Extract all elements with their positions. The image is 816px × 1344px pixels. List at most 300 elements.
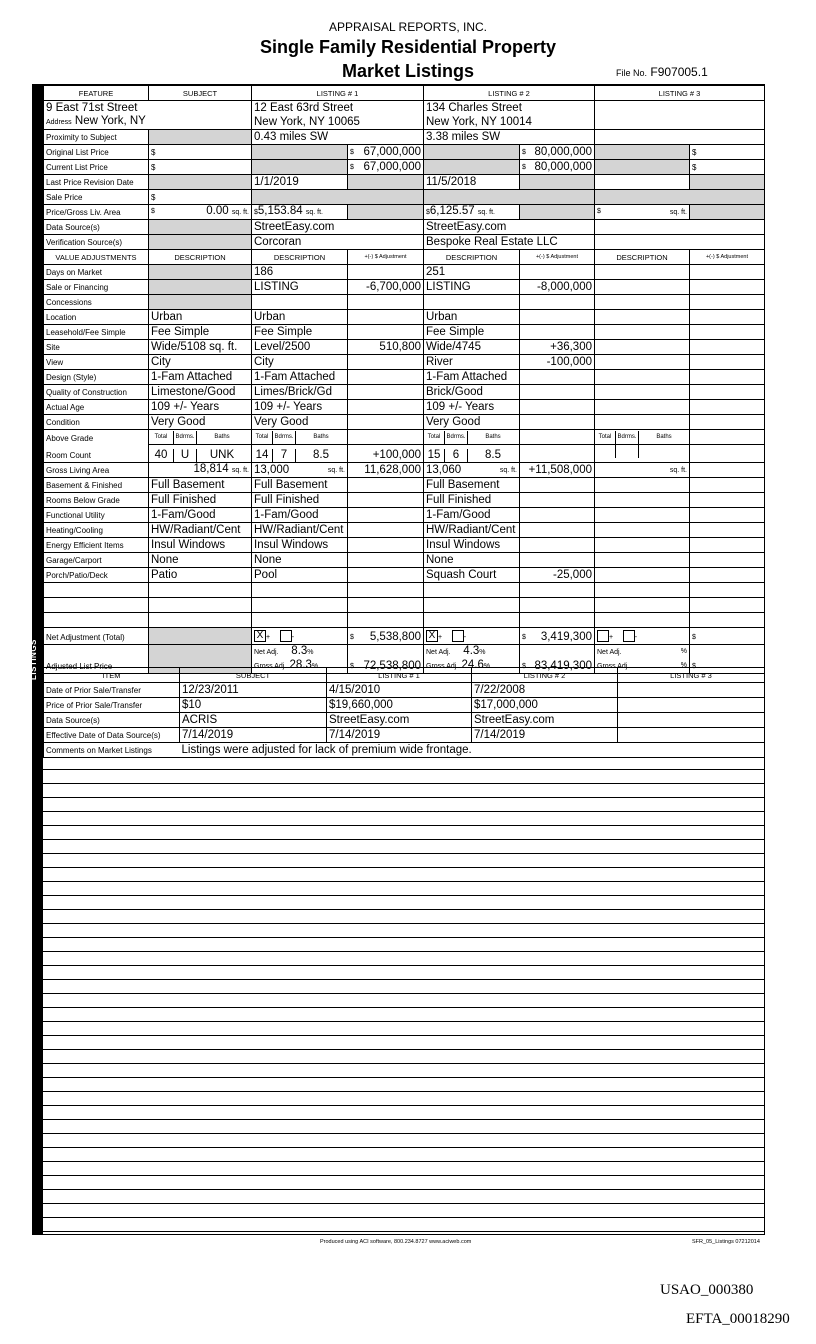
grid-cell: Urban — [424, 310, 520, 325]
grid-cell — [595, 415, 690, 430]
grid-cell — [252, 583, 348, 598]
blank-line — [43, 854, 764, 868]
grid-cell: Full Basement — [149, 478, 252, 493]
grid-cell — [520, 175, 595, 190]
grid-cell — [424, 583, 520, 598]
blank-line — [43, 1176, 764, 1190]
grid-cell: Current List Price — [44, 160, 149, 175]
grid-cell: Site — [44, 340, 149, 355]
grid-cell — [520, 445, 595, 463]
grid-cell: $ 3,419,300 — [520, 628, 595, 645]
grid-cell: Address New York, NY — [44, 115, 252, 130]
efta-stamp: EFTA_00018290 — [686, 1311, 790, 1327]
grid-cell: 15 6 8.5 — [424, 445, 520, 463]
grid-cell — [595, 145, 690, 160]
grid-cell — [252, 160, 348, 175]
grid-cell: 14 7 8.5 — [252, 445, 348, 463]
grid-cell — [595, 325, 690, 340]
grid-cell: Proximity to Subject — [44, 130, 149, 145]
grid-cell — [520, 508, 595, 523]
grid-cell — [348, 385, 424, 400]
grid-cell — [149, 295, 252, 310]
grid-cell: Actual Age — [44, 400, 149, 415]
prior-sale-grid — [43, 667, 765, 758]
grid-cell — [690, 370, 765, 385]
grid-cell: $5,153.84 sq. ft. — [252, 205, 348, 220]
grid-cell — [595, 370, 690, 385]
blank-line — [43, 1022, 764, 1036]
grid-cell: Fee Simple — [252, 325, 348, 340]
grid-cell — [690, 478, 765, 493]
grid-cell — [690, 340, 765, 355]
grid-cell — [520, 205, 595, 220]
grid-cell: 3.38 miles SW — [424, 130, 595, 145]
grid-cell — [520, 415, 595, 430]
grid-cell — [595, 340, 690, 355]
grid-cell: Pool — [252, 568, 348, 583]
form-title: Single Family Residential Property — [259, 37, 557, 57]
grid-cell — [595, 613, 690, 628]
grid-cell — [149, 130, 252, 145]
grid-cell: Net Adj. 8.3% Gross Adj. 28.3% — [252, 645, 348, 674]
grid-cell — [520, 598, 595, 613]
grid-cell — [44, 598, 149, 613]
grid-cell: $ — [149, 160, 252, 175]
grid-cell — [690, 430, 765, 445]
grid-cell — [424, 613, 520, 628]
l3-plus-checkbox[interactable] — [597, 630, 609, 642]
grid-cell: Price/Gross Liv. Area — [44, 205, 149, 220]
grid-cell — [595, 130, 765, 145]
grid-cell: Fee Simple — [424, 325, 520, 340]
grid-cell: Brick/Good — [424, 385, 520, 400]
l3-minus-checkbox[interactable] — [623, 630, 635, 642]
grid-cell — [424, 145, 520, 160]
grid-cell: ITEM — [44, 668, 180, 683]
table-row — [44, 683, 765, 698]
grid-cell — [149, 265, 252, 280]
grid-cell: Energy Efficient Items — [44, 538, 149, 553]
table-row — [44, 370, 765, 385]
grid-cell: Full Finished — [149, 493, 252, 508]
grid-cell: Room Count — [44, 445, 149, 463]
grid-cell — [595, 445, 690, 463]
file-number: File No. F907005.1 — [616, 65, 708, 79]
grid-cell — [348, 175, 424, 190]
grid-cell: Porch/Patio/Deck — [44, 568, 149, 583]
grid-cell: + - — [595, 628, 690, 645]
l2-street: 134 Charles Street — [424, 101, 595, 116]
grid-cell: Condition — [44, 415, 149, 430]
grid-cell — [595, 101, 765, 116]
grid-cell — [690, 523, 765, 538]
grid-cell: $ 80,000,000 — [520, 145, 595, 160]
grid-cell: 1/1/2019 — [252, 175, 348, 190]
grid-cell: $ — [149, 145, 252, 160]
grid-cell: $ 83,419,300 — [520, 645, 595, 674]
grid-cell: New York, NY 10014 — [424, 115, 595, 130]
blank-line — [43, 966, 764, 980]
grid-cell — [520, 613, 595, 628]
grid-cell: Very Good — [424, 415, 520, 430]
grid-cell — [690, 415, 765, 430]
grid-cell — [149, 628, 252, 645]
grid-cell: Original List Price — [44, 145, 149, 160]
grid-cell — [44, 613, 149, 628]
grid-cell: LISTING # 1 — [327, 668, 472, 683]
grid-cell: $ 72,538,800 — [348, 645, 424, 674]
grid-cell — [618, 698, 765, 713]
table-row — [44, 523, 765, 538]
grid-cell: Full Finished — [252, 493, 348, 508]
table-row — [44, 310, 765, 325]
grid-cell — [595, 493, 690, 508]
grid-cell: 7/14/2019 — [180, 728, 327, 743]
grid-cell — [595, 235, 765, 250]
grid-cell — [520, 385, 595, 400]
grid-cell — [348, 295, 424, 310]
grid-cell: Gross Living Area — [44, 463, 149, 478]
grid-cell: VALUE ADJUSTMENTS — [44, 250, 149, 265]
grid-cell: 0.43 miles SW — [252, 130, 424, 145]
grid-cell: HW/Radiant/Cent — [252, 523, 348, 538]
grid-cell: DESCRIPTION — [595, 250, 690, 265]
grid-cell — [595, 538, 690, 553]
form-id: SFR_05_Listings 07212014 — [692, 1239, 760, 1245]
grid-cell — [149, 220, 252, 235]
blank-line — [43, 826, 764, 840]
blank-line — [43, 1190, 764, 1204]
grid-cell — [252, 613, 348, 628]
grid-cell: Corcoran — [252, 235, 424, 250]
grid-cell — [520, 310, 595, 325]
grid-cell: $ 0.00 sq. ft. — [149, 205, 252, 220]
grid-cell — [348, 370, 424, 385]
grid-cell: Comments on Market Listings — [44, 743, 180, 758]
grid-cell: None — [149, 553, 252, 568]
comparison-grid — [43, 85, 765, 674]
blank-line — [43, 1162, 764, 1176]
grid-cell — [618, 728, 765, 743]
grid-cell: Net Adjustment (Total) — [44, 628, 149, 645]
grid-cell: $ 67,000,000 — [348, 145, 424, 160]
grid-cell: +(-) $ Adjustment — [348, 250, 424, 265]
grid-cell — [520, 493, 595, 508]
grid-cell: Heating/Cooling — [44, 523, 149, 538]
grid-cell — [348, 613, 424, 628]
grid-cell: $10 — [180, 698, 327, 713]
grid-cell: $ 67,000,000 — [348, 160, 424, 175]
table-row — [44, 400, 765, 415]
grid-cell: Total Bdrms. Baths — [149, 430, 252, 445]
blank-line — [43, 756, 764, 770]
grid-cell — [595, 508, 690, 523]
grid-cell: sq. ft. — [595, 463, 690, 478]
grid-cell: $ — [690, 645, 765, 674]
grid-cell — [595, 553, 690, 568]
grid-cell — [348, 310, 424, 325]
grid-cell: River — [424, 355, 520, 370]
grid-cell — [595, 115, 765, 130]
grid-cell: Limestone/Good — [149, 385, 252, 400]
blank-line — [43, 1204, 764, 1218]
grid-cell — [520, 478, 595, 493]
grid-cell: +11,508,000 — [520, 463, 595, 478]
grid-cell — [348, 493, 424, 508]
grid-cell — [520, 295, 595, 310]
grid-cell — [690, 400, 765, 415]
grid-cell — [424, 190, 595, 205]
grid-cell — [252, 295, 348, 310]
grid-cell: Effective Date of Data Source(s) — [44, 728, 180, 743]
grid-cell: 186 — [252, 265, 348, 280]
grid-cell: Net Adj. % Gross Adj. % — [595, 645, 690, 674]
grid-cell: 251 — [424, 265, 520, 280]
grid-cell: Patio — [149, 568, 252, 583]
grid-cell: Wide/5108 sq. ft. — [149, 340, 252, 355]
grid-cell — [690, 355, 765, 370]
grid-cell — [520, 583, 595, 598]
grid-cell: Data Source(s) — [44, 220, 149, 235]
grid-cell: Urban — [149, 310, 252, 325]
grid-cell: Insul Windows — [149, 538, 252, 553]
grid-cell: None — [424, 553, 520, 568]
company-name: APPRAISAL REPORTS, INC. — [328, 20, 488, 34]
blank-line — [43, 1106, 764, 1120]
grid-cell: Full Finished — [424, 493, 520, 508]
grid-cell: $ — [690, 160, 765, 175]
grid-cell — [348, 523, 424, 538]
grid-cell: Full Basement — [252, 478, 348, 493]
table-row — [44, 265, 765, 280]
blank-line — [43, 882, 764, 896]
blank-line — [43, 1078, 764, 1092]
grid-cell: LISTING — [424, 280, 520, 295]
grid-cell: Basement & Finished — [44, 478, 149, 493]
grid-cell — [520, 325, 595, 340]
grid-cell: Days on Market — [44, 265, 149, 280]
blank-line — [43, 896, 764, 910]
grid-cell — [348, 568, 424, 583]
grid-cell — [348, 583, 424, 598]
grid-cell — [690, 280, 765, 295]
grid-cell: Bespoke Real Estate LLC — [424, 235, 595, 250]
grid-cell: Insul Windows — [424, 538, 520, 553]
grid-cell: 7/14/2019 — [472, 728, 618, 743]
grid-cell: Wide/4745 — [424, 340, 520, 355]
grid-cell — [149, 235, 252, 250]
grid-cell: City — [149, 355, 252, 370]
blank-line — [43, 770, 764, 784]
grid-cell — [595, 598, 690, 613]
grid-cell — [595, 295, 690, 310]
grid-cell — [44, 583, 149, 598]
grid-cell — [348, 508, 424, 523]
grid-cell: +(-) $ Adjustment — [690, 250, 765, 265]
grid-cell: 7/22/2008 — [472, 683, 618, 698]
grid-cell — [690, 463, 765, 478]
l1-street: 12 East 63rd Street — [252, 101, 424, 116]
grid-cell: $6,125.57 sq. ft. — [424, 205, 520, 220]
grid-cell: Above Grade — [44, 430, 149, 445]
l2-plus-checkbox[interactable]: X — [426, 630, 438, 642]
table-row — [44, 698, 765, 713]
grid-cell — [520, 523, 595, 538]
table-row — [44, 728, 765, 743]
form-subtitle: Market Listings — [341, 61, 475, 81]
grid-cell — [595, 265, 690, 280]
grid-cell: 109 +/- Years — [252, 400, 348, 415]
grid-cell: StreetEasy.com — [252, 220, 424, 235]
grid-cell: DESCRIPTION — [424, 250, 520, 265]
grid-cell — [348, 355, 424, 370]
grid-cell: X + - — [424, 628, 520, 645]
grid-cell — [595, 220, 765, 235]
grid-cell — [595, 190, 765, 205]
grid-cell — [149, 280, 252, 295]
grid-cell: SUBJECT — [149, 86, 252, 101]
software-footer: Produced using ACI software, 800.234.8727 www.aciweb.com — [320, 1239, 472, 1245]
grid-cell — [348, 553, 424, 568]
grid-cell — [149, 598, 252, 613]
grid-cell — [520, 400, 595, 415]
grid-cell: Rooms Below Grade — [44, 493, 149, 508]
blank-line — [43, 924, 764, 938]
blank-line — [43, 840, 764, 854]
grid-cell: Squash Court — [424, 568, 520, 583]
grid-cell: -6,700,000 — [348, 280, 424, 295]
l1-plus-checkbox[interactable]: X — [254, 630, 266, 642]
blank-line — [43, 980, 764, 994]
grid-cell: 11,628,000 — [348, 463, 424, 478]
grid-cell — [690, 553, 765, 568]
grid-cell: -8,000,000 — [520, 280, 595, 295]
grid-cell — [348, 205, 424, 220]
table-row — [44, 295, 765, 310]
grid-cell — [690, 325, 765, 340]
grid-cell — [252, 598, 348, 613]
table-row — [44, 385, 765, 400]
blank-line — [43, 910, 764, 924]
sidebar-label: LISTINGS — [29, 639, 38, 680]
grid-cell: LISTING # 3 — [595, 86, 765, 101]
grid-cell: Functional Utility — [44, 508, 149, 523]
blank-line — [43, 938, 764, 952]
blank-line — [43, 1092, 764, 1106]
grid-cell — [595, 160, 690, 175]
blank-line — [43, 994, 764, 1008]
grid-cell: FEATURE — [44, 86, 149, 101]
table-row — [44, 493, 765, 508]
grid-cell: Level/2500 — [252, 340, 348, 355]
grid-cell — [520, 430, 595, 445]
blank-line — [43, 1064, 764, 1078]
table-row — [44, 478, 765, 493]
grid-cell — [690, 568, 765, 583]
grid-cell: 7/14/2019 — [327, 728, 472, 743]
grid-cell — [149, 613, 252, 628]
grid-cell: LISTING # 1 — [252, 86, 424, 101]
grid-cell: HW/Radiant/Cent — [149, 523, 252, 538]
grid-cell — [690, 205, 765, 220]
grid-cell — [424, 598, 520, 613]
grid-cell: LISTING # 3 — [618, 668, 765, 683]
blank-line — [43, 868, 764, 882]
grid-cell: 510,800 — [348, 340, 424, 355]
grid-cell — [348, 400, 424, 415]
grid-cell: 13,000 sq. ft. — [252, 463, 348, 478]
table-row — [44, 713, 765, 728]
table-row — [44, 340, 765, 355]
grid-cell — [690, 613, 765, 628]
grid-cell: 1-Fam Attached — [149, 370, 252, 385]
l2-minus-checkbox[interactable] — [452, 630, 464, 642]
grid-cell: Very Good — [252, 415, 348, 430]
grid-cell — [149, 583, 252, 598]
grid-cell: Insul Windows — [252, 538, 348, 553]
blank-line — [43, 1050, 764, 1064]
grid-cell — [595, 478, 690, 493]
grid-cell: -25,000 — [520, 568, 595, 583]
grid-cell — [348, 538, 424, 553]
grid-cell: +100,000 — [348, 445, 424, 463]
grid-cell: $ 80,000,000 — [520, 160, 595, 175]
grid-cell: Date of Prior Sale/Transfer — [44, 683, 180, 698]
grid-cell — [520, 370, 595, 385]
l1-minus-checkbox[interactable] — [280, 630, 292, 642]
grid-cell — [595, 175, 690, 190]
blank-line — [43, 812, 764, 826]
blank-line — [43, 1218, 764, 1232]
blank-line — [43, 1134, 764, 1148]
grid-cell — [348, 478, 424, 493]
grid-cell: 1-Fam/Good — [149, 508, 252, 523]
blank-line — [43, 952, 764, 966]
comment-lines — [43, 756, 764, 1232]
grid-cell: 109 +/- Years — [149, 400, 252, 415]
grid-cell: 1-Fam Attached — [424, 370, 520, 385]
grid-cell: Limes/Brick/Gd — [252, 385, 348, 400]
grid-cell: Leasehold/Fee Simple — [44, 325, 149, 340]
grid-cell — [690, 295, 765, 310]
grid-cell: X + - — [252, 628, 348, 645]
grid-cell: StreetEasy.com — [327, 713, 472, 728]
grid-cell: Sale Price — [44, 190, 149, 205]
table-row — [44, 280, 765, 295]
grid-cell: Design (Style) — [44, 370, 149, 385]
grid-cell — [690, 538, 765, 553]
table-row — [44, 508, 765, 523]
grid-cell: None — [252, 553, 348, 568]
grid-cell: Verification Source(s) — [44, 235, 149, 250]
grid-cell — [595, 310, 690, 325]
table-row — [44, 538, 765, 553]
grid-cell: 11/5/2018 — [424, 175, 520, 190]
comments-text: Listings were adjusted for lack of premium wide frontage. — [180, 743, 765, 758]
grid-cell — [595, 583, 690, 598]
blank-line — [43, 1036, 764, 1050]
blank-line — [43, 784, 764, 798]
grid-cell — [595, 400, 690, 415]
grid-cell: 1-Fam/Good — [424, 508, 520, 523]
grid-cell: DESCRIPTION — [149, 250, 252, 265]
grid-cell — [252, 190, 424, 205]
grid-cell — [690, 508, 765, 523]
grid-cell: New York, NY 10065 — [252, 115, 424, 130]
grid-cell: 40 U UNK — [149, 445, 252, 463]
grid-cell: Total Bdrms. Baths — [595, 430, 690, 445]
grid-cell: LISTING — [252, 280, 348, 295]
